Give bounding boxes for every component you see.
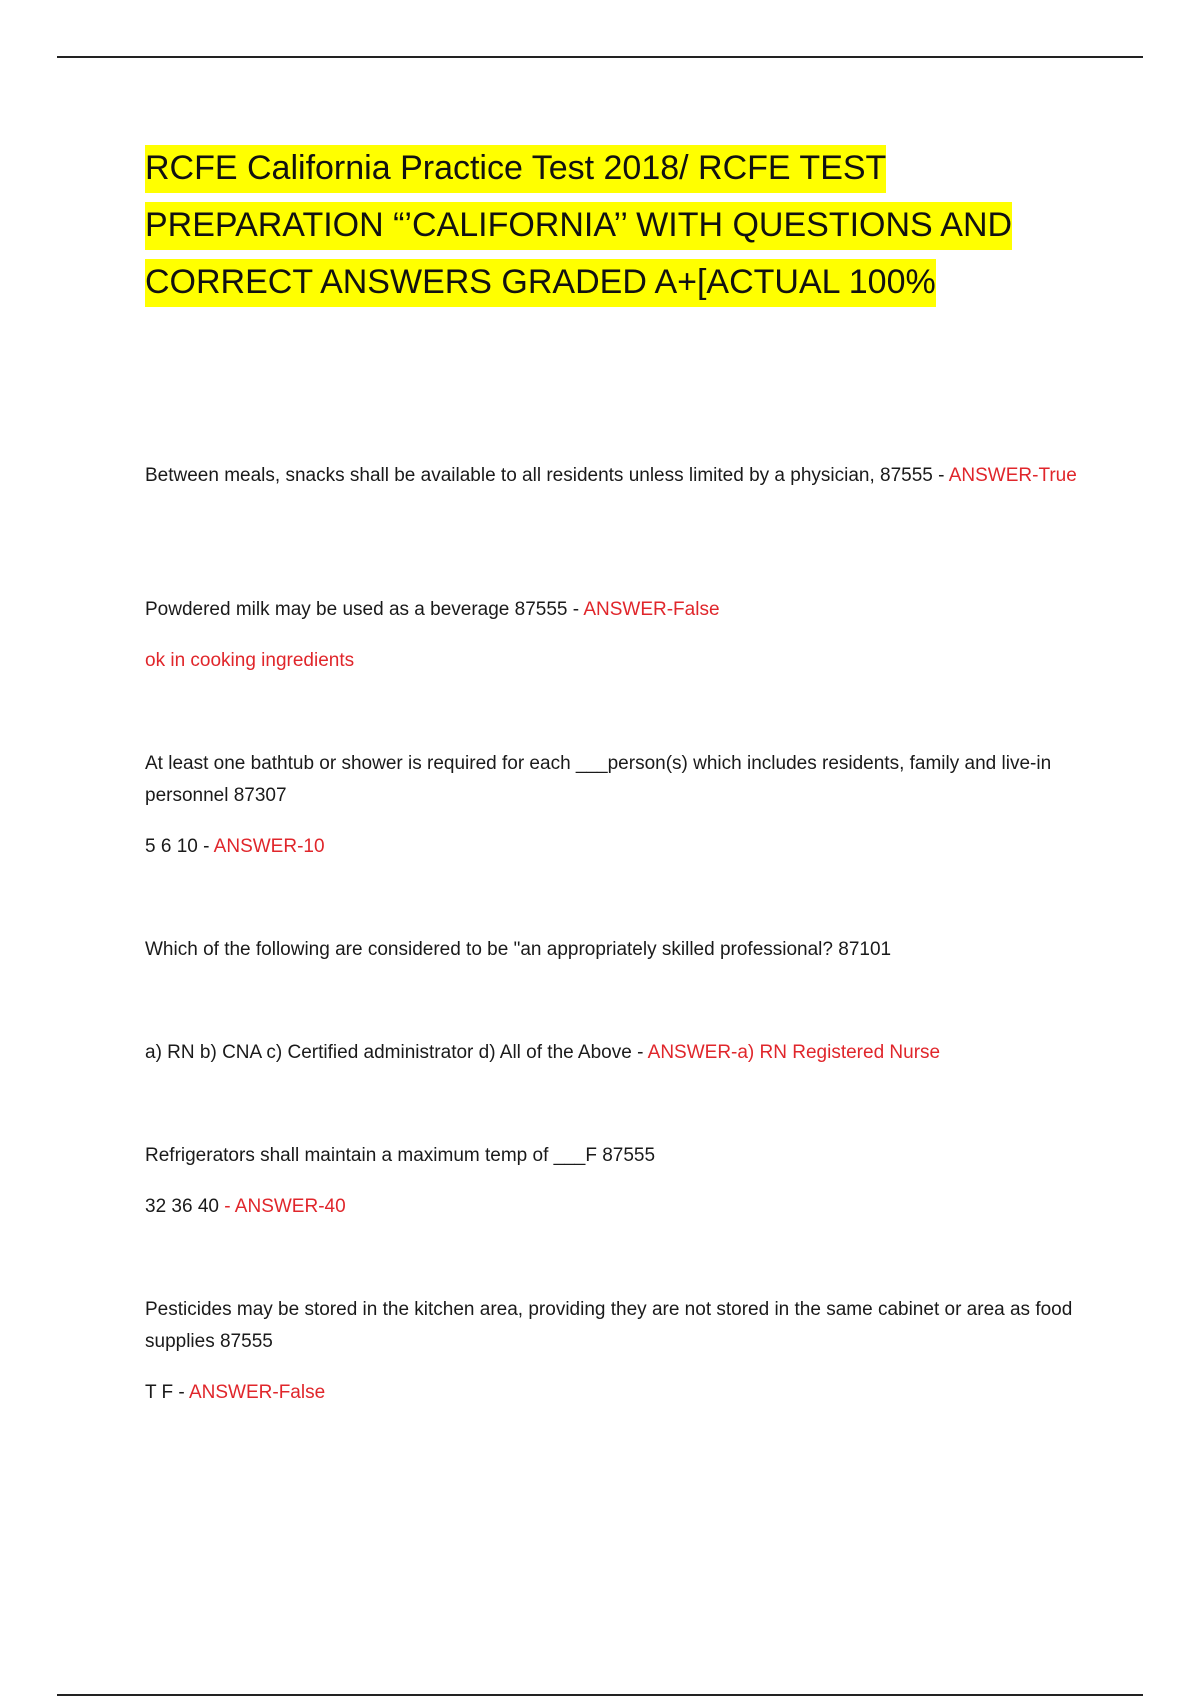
options-5-text: 32 36 40	[145, 1196, 219, 1217]
answer-3: ANSWER-10	[213, 836, 325, 857]
options-3	[145, 831, 1085, 863]
options-4-text: a) RN b) CNA c) Certified administrator d) All of the Above -	[145, 1042, 648, 1063]
question-6: Pesticides may be stored in the kitchen area, providing they are not stored in the same cabinet or area as food supplies 87555	[145, 1299, 1073, 1352]
question-2	[145, 594, 1085, 626]
question-2-text: Powdered milk may be used as a beverage 87555 -	[145, 599, 584, 620]
bottom-rule	[57, 1694, 1143, 1696]
options-6-text: T F -	[145, 1382, 189, 1403]
title-highlight: RCFE California Practice Test 2018/ RCFE TEST PREPARATION “’CALIFORNIA’’ WITH QUESTIONS AND CORRECT ANSWERS GRADED A+[ACTUAL 100%	[145, 145, 1012, 307]
question-5: Refrigerators shall maintain a maximum temp of ___F 87555	[145, 1145, 656, 1166]
options-6	[145, 1377, 1085, 1409]
question-1	[145, 460, 1085, 492]
document-title	[145, 140, 1085, 311]
answer-4: ANSWER-a) RN Registered Nurse	[647, 1042, 941, 1063]
options-5	[145, 1191, 1085, 1223]
answer-2-note: ok in cooking ingredients	[145, 650, 355, 671]
answer-6: ANSWER-False	[188, 1382, 326, 1403]
question-3: At least one bathtub or shower is required for each ___person(s) which includes residents, family and live-in personnel 87307	[145, 753, 1052, 806]
question-4: Which of the following are considered to be "an appropriately skilled professional? 87101	[145, 939, 892, 960]
options-3-text: 5 6 10 -	[145, 836, 214, 857]
answer-2: ANSWER-False	[583, 599, 720, 620]
top-rule	[57, 56, 1143, 58]
answer-1: ANSWER-True	[948, 465, 1077, 486]
options-4	[145, 1037, 1085, 1069]
question-1-text: Between meals, snacks shall be available to all residents unless limited by a physician, 87555 -	[145, 465, 949, 486]
answer-5: - ANSWER-40	[218, 1196, 346, 1217]
